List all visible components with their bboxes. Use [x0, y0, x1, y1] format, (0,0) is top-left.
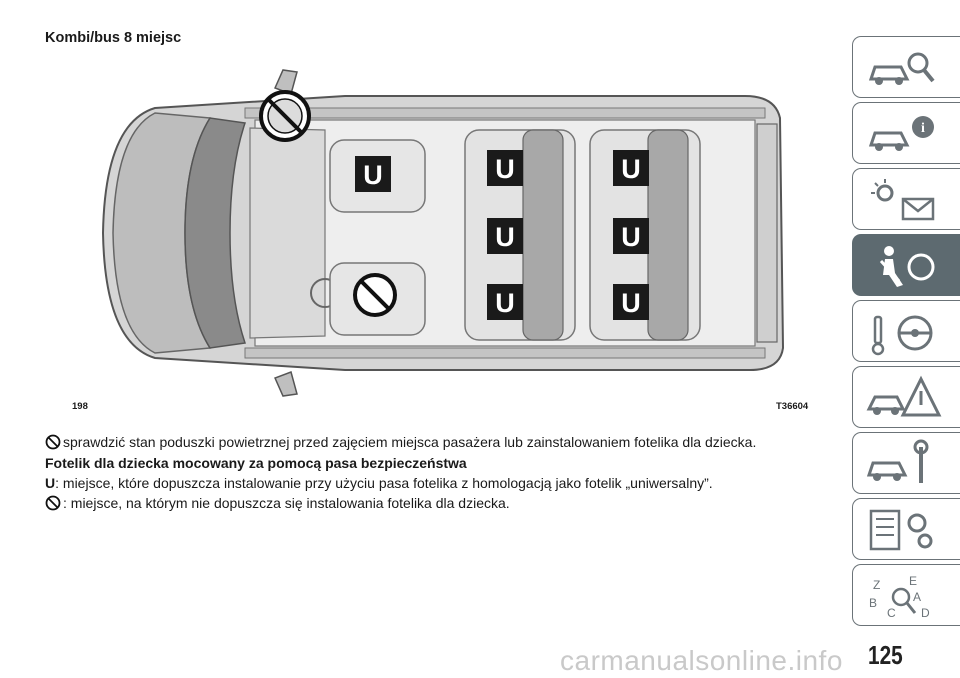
svg-text:i: i	[921, 121, 925, 136]
svg-text:U: U	[621, 288, 641, 318]
tab-technical-data[interactable]	[852, 498, 960, 560]
tab-seat-safety[interactable]	[852, 234, 960, 296]
u-definition	[45, 474, 805, 492]
figure-number: 198	[72, 401, 88, 412]
steering-key-icon	[863, 307, 943, 357]
no-seat-definition	[45, 494, 805, 512]
seat-u-front	[355, 156, 391, 192]
seat-u-rear-2	[613, 218, 649, 254]
seat-u-middle-1	[487, 150, 523, 186]
u-symbol: U	[45, 475, 56, 491]
no-seat-definition-text: : miejsce, na którym nie dopuszcza się instalowania fotelika dla dziecka.	[63, 495, 510, 511]
tab-warning-lights[interactable]	[852, 168, 960, 230]
airbag-warning-icon	[261, 92, 309, 140]
svg-text:U: U	[621, 222, 641, 252]
car-search-icon	[863, 43, 943, 93]
tab-index[interactable]	[852, 564, 960, 626]
watermark: carmanualsonline.info	[560, 645, 843, 676]
tab-emergency[interactable]	[852, 366, 960, 428]
airbag-text: sprawdzić stan poduszki powietrznej przed zajęciem miejsca pasażera lub zainstalowaniem fotelika dla dziecka.	[63, 434, 757, 450]
seat-u-rear-3	[613, 284, 649, 320]
svg-text:U: U	[363, 160, 383, 190]
no-child-seat-icon	[45, 495, 61, 511]
car-info-icon	[863, 109, 943, 159]
svg-text:U: U	[495, 288, 515, 318]
svg-text:C: C	[887, 606, 896, 620]
svg-text:B: B	[869, 596, 878, 610]
airbag-paragraph	[45, 433, 805, 451]
figure-code: T36604	[776, 401, 809, 412]
seat-u-middle-2	[487, 218, 523, 254]
section-heading: Fotelik dla dziecka mocowany za pomocą pasa bezpieczeństwa	[45, 455, 467, 471]
tab-steering-key[interactable]	[852, 300, 960, 362]
seat-safety-icon	[863, 241, 943, 291]
svg-text:U: U	[621, 154, 641, 184]
svg-text:A: A	[913, 590, 922, 604]
tab-car-info[interactable]	[852, 102, 960, 164]
car-maintenance-icon	[863, 439, 943, 489]
svg-text:D: D	[921, 606, 930, 620]
no-child-seat-icon	[355, 275, 395, 315]
vehicle-seat-diagram	[45, 58, 815, 414]
airbag-warning-icon	[45, 434, 61, 450]
svg-text:U: U	[495, 222, 515, 252]
svg-text:U: U	[495, 154, 515, 184]
svg-text:E: E	[909, 574, 918, 588]
chapter-sidebar	[852, 0, 960, 678]
u-definition-text: : miejsce, które dopuszcza instalowanie przy użyciu pasa fotelika z homologacją jako fotelik „uniwersalny”.	[55, 475, 713, 491]
page-number: 125	[868, 640, 903, 670]
seat-u-rear-1	[613, 150, 649, 186]
svg-text:Z: Z	[873, 578, 881, 592]
technical-data-icon	[863, 505, 943, 555]
section-title: Kombi/bus 8 miejsc	[45, 30, 182, 46]
index-icon	[863, 571, 943, 621]
tab-car-search[interactable]	[852, 36, 960, 98]
emergency-triangle-icon	[863, 373, 943, 423]
tab-maintenance[interactable]	[852, 432, 960, 494]
warning-lights-icon	[863, 175, 943, 225]
seat-u-middle-3	[487, 284, 523, 320]
